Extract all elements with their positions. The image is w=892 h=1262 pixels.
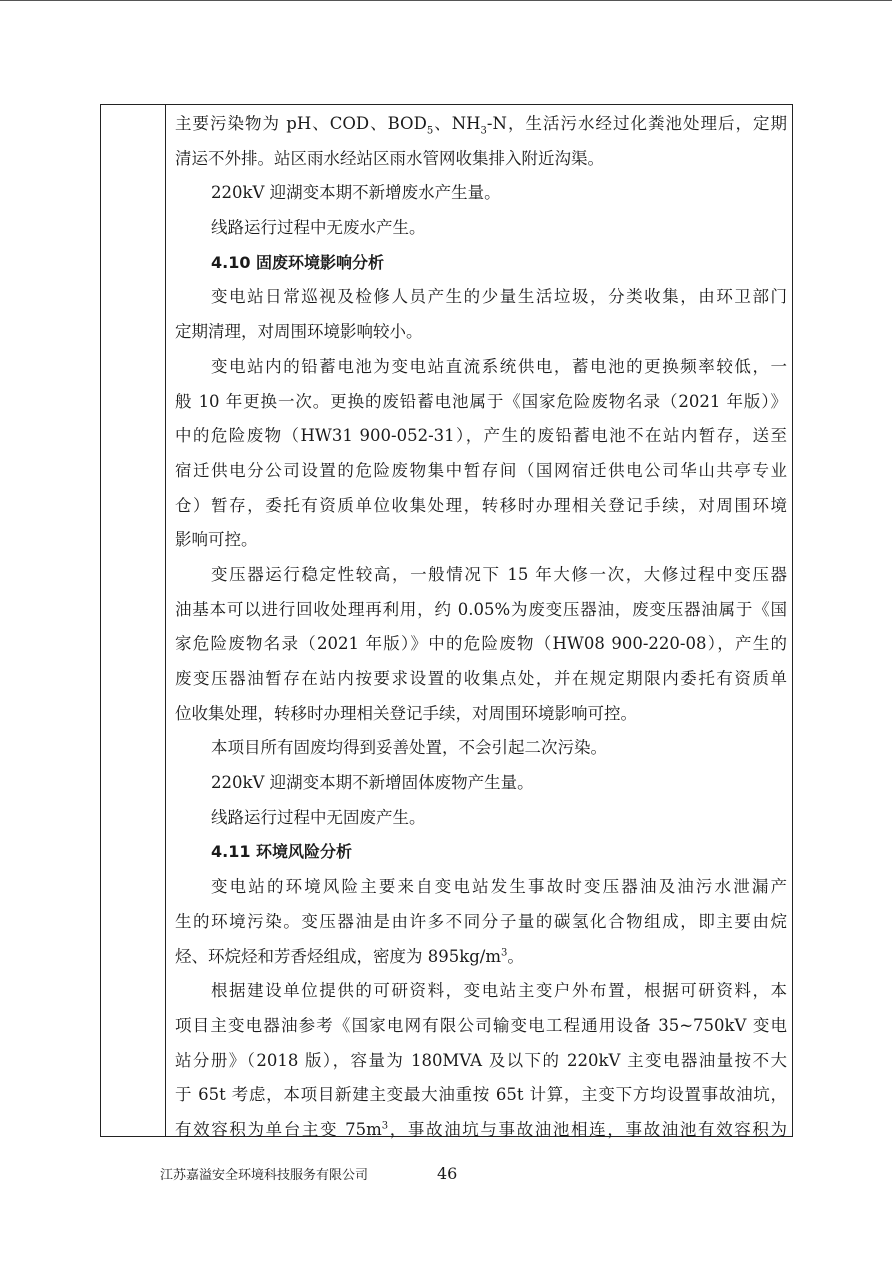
- text-line: 于 65t 考虑，本项目新建主变最大油重按 65t 计算，主变下方均设置事故油坑，: [175, 1085, 787, 1105]
- text-line: 生的环境污染。变压器油是由许多不同分子量的碳氢化合物组成，即主要由烷: [175, 911, 787, 931]
- text-line: 主要污染物为 pH、COD、$BOD_5$、$NH_3-N$，生活污水经过化粪池处理后，定期: [175, 114, 788, 137]
- text-line: 变电站内的铅蓄电池为变电站直流系统供电，蓄电池的更换频率较低，一: [211, 356, 787, 376]
- text-line: 宿迁供电分公司设置的危险废物集中暂存间（国网宿迁供电公司华山共亭专业: [175, 460, 787, 480]
- text-line: 项目主变电器油参考《国家电网有限公司输变电工程通用设备 35~750kV 变电: [175, 1015, 787, 1035]
- text-line: 变电站的环境风险主要来自变电站发生事故时变压器油及油污水泄漏产: [211, 877, 787, 897]
- text-line: 变压器运行稳定性较高，一般情况下 15 年大修一次，大修过程中变压器: [211, 564, 787, 584]
- text-line: 有效容积为单台主变 $75m^3$，事故油坑与事故油池相连，事故油池有效容积为: [175, 1119, 788, 1139]
- text-line: 般 10 年更换一次。更换的废铅蓄电池属于《国家危险废物名录（2021 年版）》: [175, 391, 787, 411]
- page-number: 46: [437, 1164, 458, 1183]
- text-line: 仓）暂存，委托有资质单位收集处理，转移时办理相关登记手续，对周围环境: [175, 495, 787, 515]
- text-line: 烃、环烷烃和芳香烃组成，密度为 $895kg/m^3$。: [175, 946, 524, 966]
- section-heading-4-11: 4.11 环境风险分析: [211, 842, 353, 862]
- text-line: 影响可控。: [175, 530, 258, 550]
- text-line: 清运不外排。站区雨水经站区雨水管网收集排入附近沟渠。: [175, 148, 604, 168]
- text-line: 220kV 迎湖变本期不新增废水产生量。: [211, 183, 501, 203]
- text-line: 站分册》（2018 版），容量为 180MVA 及以下的 220kV 主变电器油量按不大: [175, 1050, 787, 1070]
- text-line: 废变压器油暂存在站内按要求设置的收集点处，并在规定期限内委托有资质单: [175, 669, 787, 688]
- text-line: 定期清理，对周围环境影响较小。: [175, 322, 423, 342]
- footer-company-name: 江苏嘉溢安全环境科技服务有限公司: [160, 1168, 369, 1183]
- table-content-cell: [175, 107, 787, 1148]
- text-line: 位收集处理，转移时办理相关登记手续，对周围环境影响可控。: [175, 703, 637, 723]
- text-line: 本项目所有固废均得到妥善处置，不会引起二次污染。: [211, 738, 607, 758]
- table-left-column: [101, 105, 166, 1136]
- section-heading-4-10: 4.10 固废环境影响分析: [211, 252, 385, 272]
- text-line: 线路运行过程中无固废产生。: [211, 807, 426, 827]
- text-line: 油基本可以进行回收处理再利用，约 0.05%为废变压器油，废变压器油属于《国: [175, 599, 787, 619]
- text-line: 根据建设单位提供的可研资料，变电站主变户外布置，根据可研资料，本: [211, 981, 787, 1001]
- text-line: 线路运行过程中无废水产生。: [211, 218, 426, 238]
- content-table: [100, 104, 793, 1137]
- text-line: 变电站日常巡视及检修人员产生的少量生活垃圾，分类收集，由环卫部门: [211, 287, 787, 307]
- text-line: 中的危险废物（HW31 900-052-31），产生的废铅蓄电池不在站内暂存，送至: [175, 426, 787, 446]
- top-border-line: [0, 0, 892, 1]
- text-line: 家危险废物名录（2021 年版）》中的危险废物（HW08 900-220-08），产生的: [175, 634, 787, 654]
- text-line: 220kV 迎湖变本期不新增固体废物产生量。: [211, 773, 534, 793]
